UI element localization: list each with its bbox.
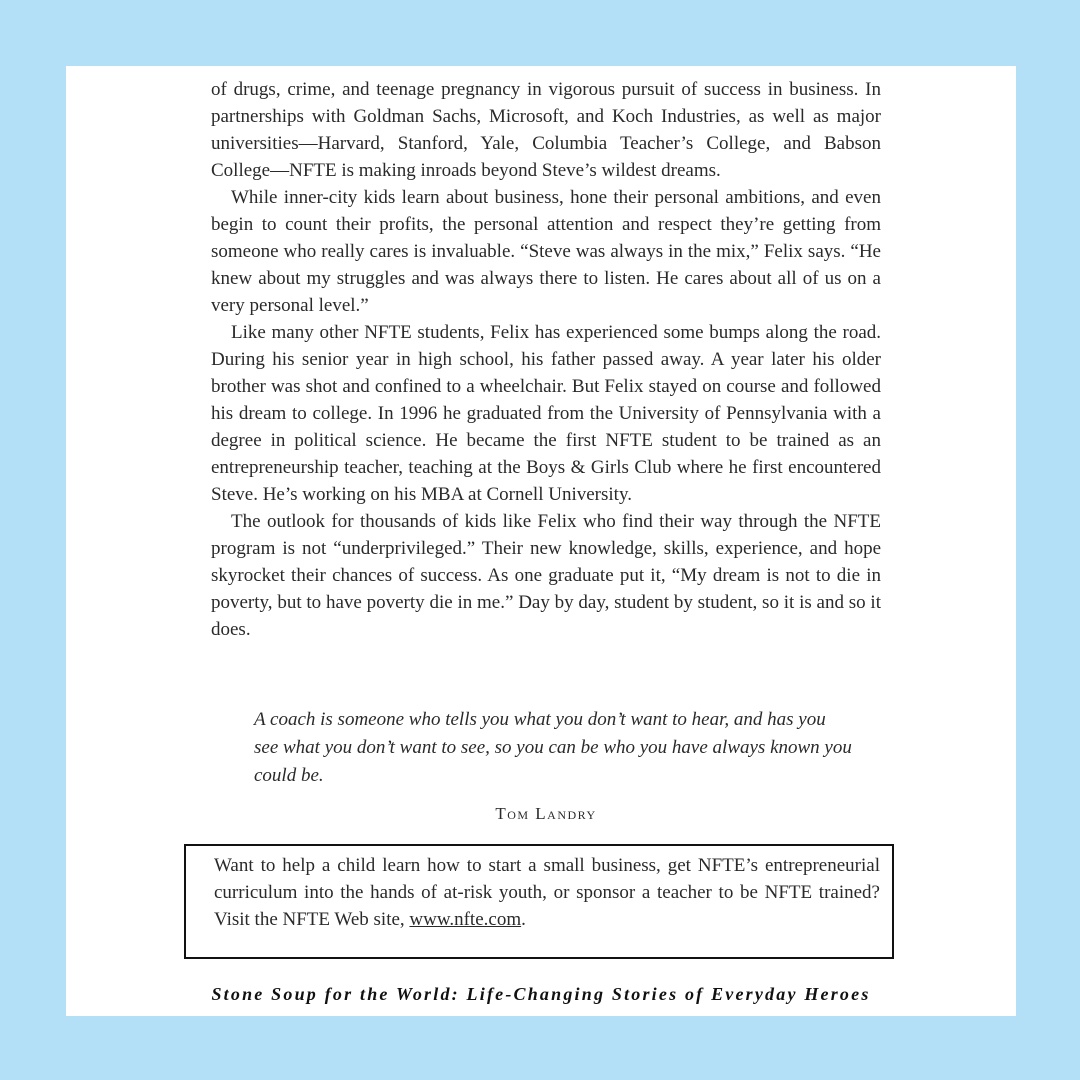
paragraph-3: Like many other NFTE students, Felix has experienced some bumps along the road. During his senior year in high school, his father passed away. A year later his older brother was shot and confined to a wheelchair. But Felix stayed on course and followed his dream to college. In 1996 he graduated from the University of Pennsylvania with a degree in political science. He became the first NFTE student to be trained as an entrepreneurship teacher, teaching at the Boys & Girls Club where he first encountered Steve. He’s working on his MBA at Cornell University. xyxy=(211,322,881,505)
paragraph-1: of drugs, crime, and teenage pregnancy in vigorous pursuit of success in business. In partnerships with Goldman Sachs, Microsoft, and Koch Industries, as well as major universities—Harvard, Stanford, Yale, Columbia Teacher’s College, and Babson College—NFTE is making inroads beyond Steve’s wildest dreams. xyxy=(211,79,881,181)
body-text xyxy=(211,76,881,643)
callout-text xyxy=(214,852,880,933)
callout-period: . xyxy=(521,909,526,930)
epigraph-quote: A coach is someone who tells you what you don’t want to hear, and has you see what you don’t want to see, so you can be who you have always known you could be. xyxy=(254,709,852,786)
book-title-footer: Stone Soup for the World: Life-Changing Stories of Everyday Heroes xyxy=(211,984,871,1004)
callout-body: Want to help a child learn how to start a small business, get NFTE’s entrepreneurial curriculum into the hands of at-risk youth, or sponsor a teacher to be NFTE trained? Visit the NFTE Web site, xyxy=(214,855,880,930)
paragraph-2: While inner-city kids learn about business, hone their personal ambitions, and even begin to count their profits, the personal attention and respect they’re getting from someone who really cares is invaluable. “Steve was always in the mix,” Felix says. “He knew about my struggles and was always there to listen. He cares about all of us on a very personal level.” xyxy=(211,187,881,316)
nfte-website-link[interactable]: www.nfte.com xyxy=(409,909,522,930)
paragraph-4: The outlook for thousands of kids like Felix who find their way through the NFTE program is not “underprivileged.” Their new knowledge, skills, experience, and hope skyrocket their chances of success. As one graduate put it, “My dream is not to die in poverty, but to have poverty die in me.” Day by day, student by student, so it is and so it does. xyxy=(211,511,881,640)
nfte-callout-box xyxy=(184,844,894,959)
book-page xyxy=(66,66,1016,1016)
quote-attribution: Tom Landry xyxy=(495,804,597,823)
